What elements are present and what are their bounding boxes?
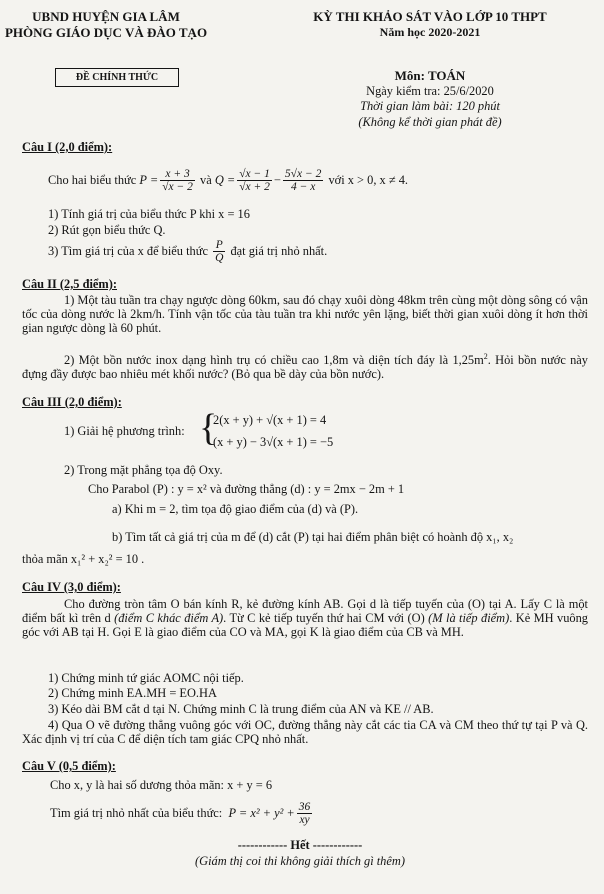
q1-item1: 1) Tính giá trị của biểu thức P khi x = 16	[48, 207, 250, 221]
q5-expression: P = x² + y² +	[228, 806, 295, 820]
q4-item1: 1) Chứng minh tứ giác AOMC nội tiếp.	[48, 671, 244, 685]
proctor-note: (Giám thị coi thi không giải thích gì thêm)	[195, 854, 405, 868]
end-marker: ------------ Hết ------------	[237, 838, 363, 852]
q4-item2: 2) Chứng minh EA.MH = EO.HA	[48, 686, 217, 700]
q3-parabola: Cho Parabol (P) : y = x² và đường thẳng (d) : y = 2mx − 2m + 1	[88, 482, 405, 496]
q3-item2: 2) Trong mặt phẳng tọa độ Oxy.	[64, 463, 223, 477]
p-label: P =	[139, 173, 159, 187]
q1-title: Câu I (2,0 điểm):	[22, 140, 113, 154]
q1-expressions	[48, 165, 408, 195]
q-minus: −	[273, 173, 281, 187]
q3-part-b: b) Tìm tất cả giá trị của m để (d) cắt (P) tại hai điểm phân biệt có hoành độ x₁, x₂	[112, 530, 514, 544]
official-stamp-box: ĐỀ CHÍNH THỨC	[55, 68, 179, 87]
system-brace: {	[199, 407, 218, 449]
issuer-line2: PHÒNG GIÁO DỤC VÀ ĐÀO TẠO	[4, 25, 208, 40]
q3-part-b-condition: thỏa mãn x₁² + x₂² = 10 .	[22, 552, 145, 566]
q2-title: Câu II (2,5 điểm):	[22, 277, 117, 291]
q5-find: Tìm giá trị nhỏ nhất của biểu thức: P = x² + y² + $\frac{36}{xy}$	[50, 800, 311, 826]
q4-item4: 4) Qua O vẽ đường thẳng vuông góc với OC, đường thẳng này cắt các tia CA và CM theo thứ tự tại P và Q. Xác định vị trí của C để diện tích tam giác CPQ nhỏ nhất.	[22, 718, 588, 747]
q5-title: Câu V (0,5 điểm):	[22, 759, 116, 773]
p-over-q-fraction: $\frac{P}{Q}$	[215, 238, 224, 264]
q-fraction-1: $\frac{√x - 1}{√x + 2}$	[239, 167, 270, 193]
system-eq1: 2(x + y) + √(x + 1) = 4	[213, 413, 327, 427]
q3-item1: 1) Giải hệ phương trình:	[64, 424, 185, 438]
exam-date: Ngày kiểm tra: 25/6/2020	[366, 84, 494, 98]
subject: Môn: TOÁN	[394, 68, 466, 83]
q2-part2: 2) Một bồn nước inox dạng hình trụ có chiều cao 1,8m và diện tích đáy là $1,25m^2$. Hỏi bồn nước này đựng đầy được bao nhiêu mét khối nước? (Bỏ qua bề dày của bồn nước).	[22, 352, 588, 382]
exam-title: KỲ THI KHẢO SÁT VÀO LỚP 10 THPT	[313, 9, 547, 24]
q3-title: Câu III (2,0 điểm):	[22, 395, 122, 409]
q4-item3: 3) Kéo dài BM cắt d tại N. Chứng minh C là trung điểm của AN và KE // AB.	[48, 702, 434, 716]
q1-item3: 3) Tìm giá trị của x để biểu thức $\frac{P}{Q}$ đạt giá trị nhỏ nhất.	[48, 238, 328, 264]
q3-part-a: a) Khi m = 2, tìm tọa độ giao điểm của (d) và (P).	[112, 502, 359, 516]
school-year: Năm học 2020-2021	[379, 25, 481, 39]
q4-title: Câu IV (3,0 điểm):	[22, 580, 121, 594]
q4-intro: Cho đường tròn tâm O bán kính R, kẻ đường kính AB. Gọi d là tiếp tuyến của (O) tại A. Lấy C là một điểm bất kì trên d (điểm C khác điểm A). Từ C kẻ tiếp tuyến thứ hai CM với (O) (M là tiếp điểm). Kẻ MH vuông góc với AB tại H. Gọi E là giao điểm của CO và MA, gọi K là giao điểm của CB và MH.	[22, 597, 588, 640]
exam-duration: Thời gian làm bài: 120 phút	[360, 99, 500, 113]
system-eq2: (x + y) − 3√(x + 1) = −5	[213, 435, 334, 449]
q5-fraction: $\frac{36}{xy}$	[298, 800, 311, 826]
q-label: Q =	[214, 173, 236, 187]
issuer-line1: UBND HUYỆN GIA LÂM	[32, 9, 180, 24]
p-fraction: $\frac{x + 3}{√x - 2}$	[162, 167, 193, 193]
q1-condition: với x > 0, x ≠ 4.	[328, 173, 409, 187]
duration-note: (Không kể thời gian phát đề)	[358, 115, 502, 129]
q-fraction-2: $\frac{5√x - 2}{4 - x}$	[284, 167, 322, 193]
and-word: và	[200, 173, 212, 187]
q2-part1: 1) Một tàu tuần tra chạy ngược dòng 60km, sau đó chạy xuôi dòng 48km trên cùng một dòng sông có vận tốc của dòng nước là 2km/h. Tính vận tốc của tàu tuần tra khi nước yên lặng, biết thời gian xuôi dòng ít hơn thời gian ngược dòng là 60 phút.	[22, 293, 588, 336]
q5-given: Cho x, y là hai số dương thỏa mãn: x + y = 6	[50, 778, 273, 792]
q1-intro: Cho hai biểu thức	[48, 173, 137, 187]
q1-item2: 2) Rút gọn biểu thức Q.	[48, 223, 166, 237]
